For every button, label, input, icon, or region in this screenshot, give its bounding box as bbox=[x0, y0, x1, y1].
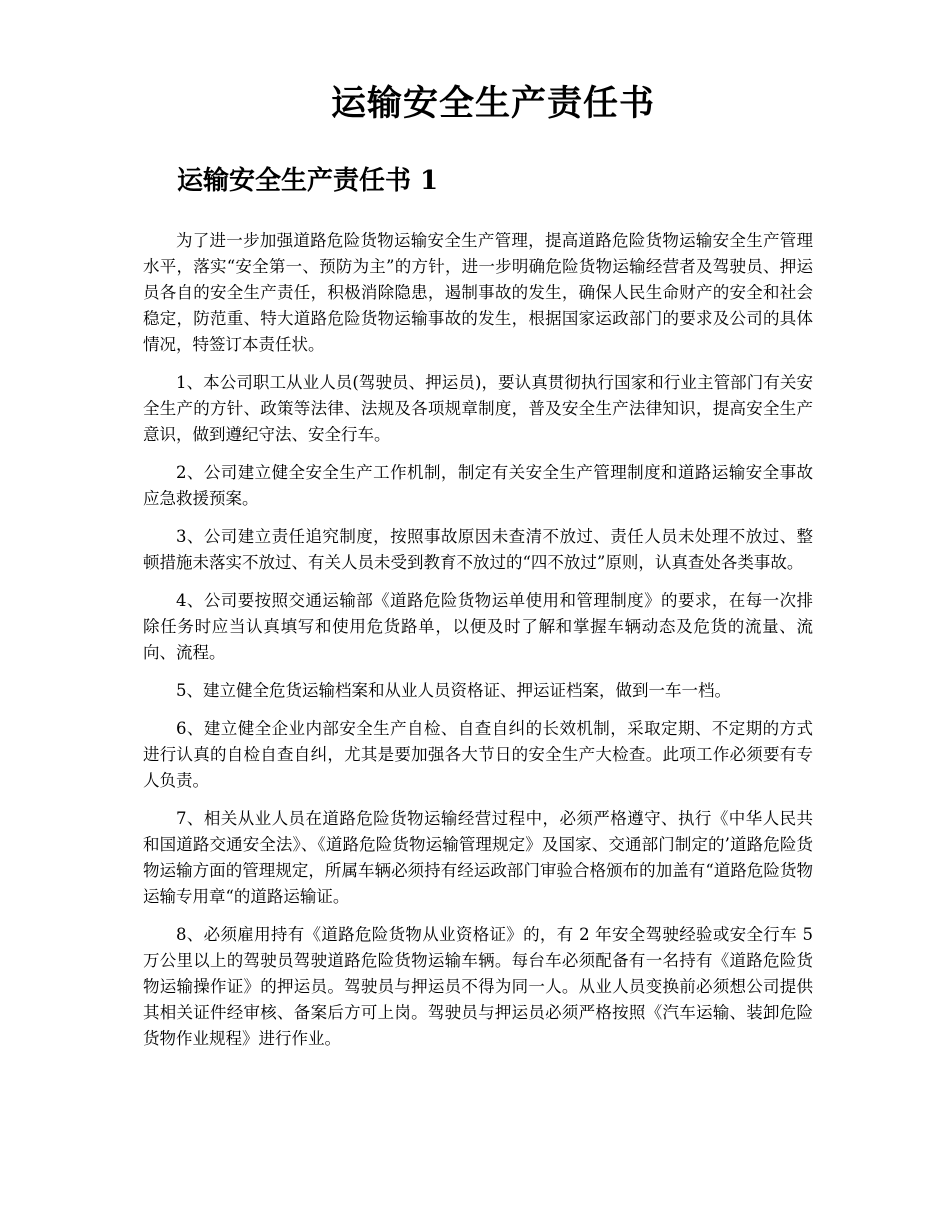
paragraph-intro: 为了进一步加强道路危险货物运输安全生产管理，提高道路危险货物运输安全生产管理水平，落实“安全第一、预防为主”的方针，进一步明确危险货物运输经营者及驾驶员、押运员各自的安全生产责任，积极消除隐患，遏制事故的发生，确保人民生命财产的安全和社会稳定，防范重、特大道路危险货物运输事故的发生，根据国家运政部门的要求及公司的具体情况，特签订本责任状。 bbox=[143, 231, 813, 354]
paragraph-item-7: 7、相关从业人员在道路危险货物运输经营过程中，必须严格遵守、执行《中华人民共和国道路交通安全法》、《道路危险货物运输管理规定》及国家、交通部门制定的’道路危险货物运输方面的管理规定，所属车辆必须持有经运政部门审验合格颁布的加盖有“道路危险货物运输专用章“的道路运输证。 bbox=[143, 809, 813, 906]
paragraph-item-3: 3、公司建立责任追究制度，按照事故原因未查清不放过、责任人员未处理不放过、整顿措施未落实不放过、有关人员未受到教育不放过的“四不放过”原则，认真查处各类事故。 bbox=[143, 527, 813, 572]
paragraph-item-2: 2、公司建立健全安全生产工作机制，制定有关安全生产管理制度和道路运输安全事故应急救援预案。 bbox=[143, 463, 813, 508]
paragraph-item-1: 1、本公司职工从业人员(驾驶员、押运员)，要认真贯彻执行国家和行业主管部门有关安全生产的方针、政策等法律、法规及各项规章制度，普及安全生产法律知识，提高安全生产意识，做到遵纪守法、安全行车。 bbox=[143, 373, 813, 444]
document-body bbox=[143, 228, 813, 1064]
paragraph-item-4: 4、公司要按照交通运输部《道路危险货物运单使用和管理制度》的要求，在每一次排除任务时应当认真填写和使用危货路单，以便及时了解和掌握车辆动态及危货的流量、流向、流程。 bbox=[143, 591, 813, 662]
paragraph-item-8: 8、必须雇用持有《道路危险货物从业资格证》的，有 2 年安全驾驶经验或安全行车 5 万公里以上的驾驶员驾驶道路危险货物运输车辆。每台车必须配备有一名持有《道路危险货物运输操作证》的押运员。驾驶员与押运员不得为同一人。从业人员变换前必须想公司提供其相关证件经审核、备案后方可上岗。驾驶员与押运员必须严格按照《汽车运输、装卸危险货物作业规程》进行作业。 bbox=[143, 925, 813, 1048]
section-heading: 运输安全生产责任书 1 bbox=[177, 166, 439, 196]
paragraph-item-6: 6、建立健全企业内部安全生产自检、自查自纠的长效机制，采取定期、不定期的方式进行认真的自检自查自纠，尤其是要加强各大节日的安全生产大检查。此项工作必须要有专人负责。 bbox=[143, 719, 813, 790]
paragraph-item-5: 5、建立健全危货运输档案和从业人员资格证、押运证档案，做到一车一档。 bbox=[176, 681, 731, 700]
document-title: 运输安全生产责任书 bbox=[330, 83, 655, 124]
